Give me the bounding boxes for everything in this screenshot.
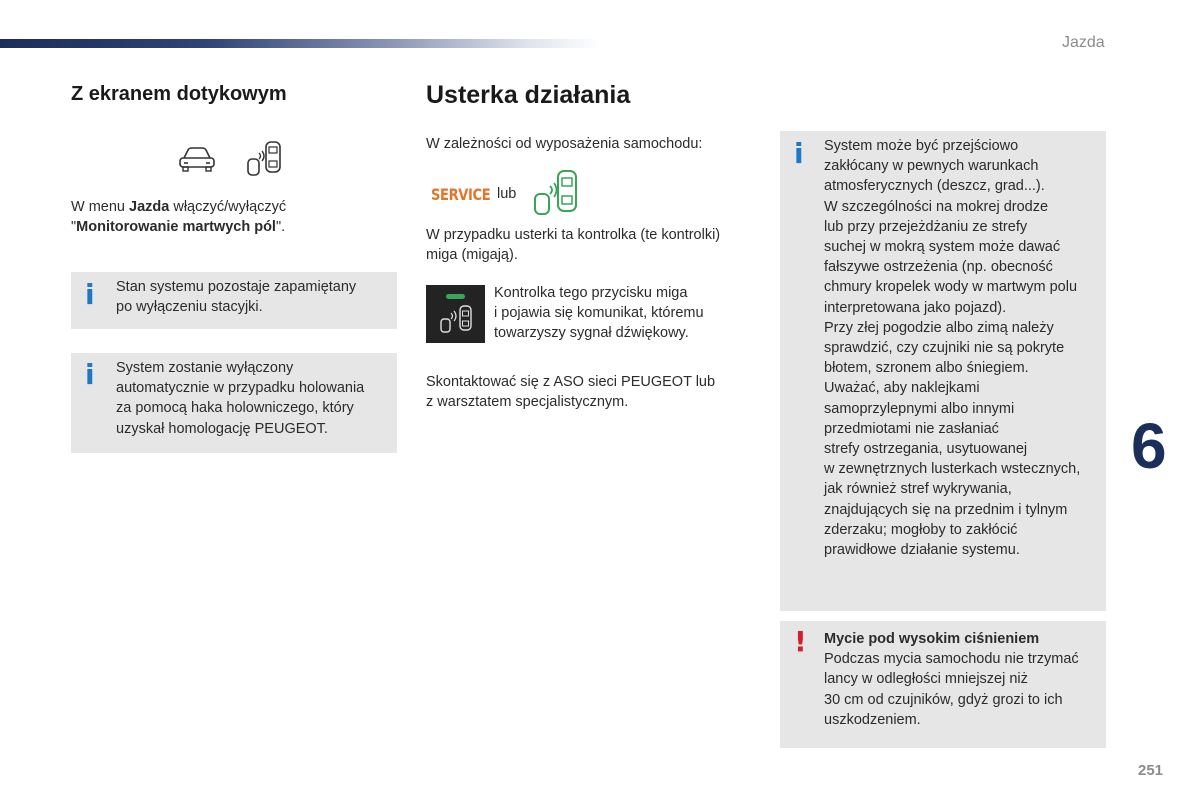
info-line: fałszywe ostrzeżenia (np. obecność <box>824 259 1053 276</box>
warning-icon: ! <box>794 625 807 658</box>
info-line: jak również stref wykrywania, <box>824 481 1012 498</box>
info-box-towing <box>71 353 397 453</box>
info-line: uzyskał homologację PEUGEOT. <box>116 420 328 437</box>
fault-text: W przypadku usterki ta kontrolka (te kontrolki) miga (migają). <box>426 227 721 264</box>
info-box-weather <box>780 131 1106 611</box>
blind-spot-lamp-icon <box>532 170 580 216</box>
info-line: błotem, szronem albo śniegiem. <box>824 360 1029 377</box>
info-line: w zewnętrznych lusterkach wstecznych, <box>824 461 1081 478</box>
info-line: System może być przejściowo <box>824 138 1019 154</box>
warning-box <box>780 621 1106 748</box>
button-text: Kontrolka tego przycisku miga i pojawia się komunikat, któremu towarzyszy sygnał dźwiękowy. <box>494 285 704 342</box>
info-line: suchej w mokrą system może dawać <box>824 239 1061 256</box>
info-line: zakłócany w pewnych warunkach <box>824 158 1039 175</box>
info-line: za pomocą haka holowniczego, który <box>116 400 354 417</box>
warning-title: Mycie pod wysokim ciśnieniem <box>824 631 1040 647</box>
car-front-icon <box>178 147 216 173</box>
header-color-bar <box>0 39 600 48</box>
info-line: interpretowana jako pojazd). <box>824 299 1007 316</box>
info-line: Uważać, aby naklejkami <box>824 380 980 397</box>
info-icon: i <box>794 137 804 170</box>
info-line: po wyłączeniu stacyjki. <box>116 299 263 316</box>
blind-spot-button-icon <box>426 285 485 343</box>
info-icon: i <box>85 278 95 311</box>
menu-instruction: W menu Jazda włączyć/wyłączyć "Monitorowanie martwych pól". <box>71 199 287 236</box>
left-heading: Z ekranem dotykowym <box>71 83 287 105</box>
info-line: sprawdzić, czy czujniki nie są pokryte <box>824 340 1065 357</box>
info-line: strefy ostrzegania, usytuowanej <box>824 441 1028 458</box>
info-line: automatycznie w przypadku holowania <box>116 380 365 397</box>
info-line: przedmiotami nie zasłaniać <box>824 420 999 437</box>
service-warning-icon: SERVICE <box>431 185 491 204</box>
info-line: samoprzylepnymi albo innymi <box>824 400 1015 417</box>
warning-line: lancy w odległości mniejszej niż <box>824 671 1028 688</box>
warning-line: uszkodzeniem. <box>824 711 921 728</box>
info-line: Przy złej pogodzie albo zimą należy <box>824 319 1054 336</box>
info-box-memory <box>71 272 397 329</box>
info-line: lub przy przejeżdżaniu ze strefy <box>824 218 1028 235</box>
info-line: znajdujących się na przednim i tylnym <box>824 501 1068 518</box>
contact-text: Skontaktować się z ASO sieci PEUGEOT lub z warsztatem specjalistycznym. <box>426 374 716 411</box>
warning-line: Podczas mycia samochodu nie trzymać <box>824 651 1079 668</box>
warning-line: 30 cm od czujników, gdyż grozi to ich <box>824 691 1063 708</box>
equipment-intro: W zależności od wyposażenia samochodu: <box>426 136 703 152</box>
chapter-number: 6 <box>1131 410 1167 482</box>
section-title: Jazda <box>1062 34 1105 51</box>
info-line: atmosferycznych (deszcz, grad...). <box>824 178 1045 195</box>
or-text: lub <box>497 186 517 202</box>
info-line: zderzaku; mogłoby to zakłócić <box>824 521 1018 538</box>
middle-heading: Usterka działania <box>426 81 631 109</box>
info-line: Stan systemu pozostaje zapamiętany <box>116 279 357 295</box>
blind-spot-icon <box>244 141 284 177</box>
info-line: W szczególności na mokrej drodze <box>824 198 1049 215</box>
page-number: 251 <box>1138 762 1164 779</box>
info-line: chmury kropelek wody w martwym polu <box>824 279 1078 296</box>
info-icon: i <box>85 358 95 391</box>
info-line: prawidłowe działanie systemu. <box>824 542 1020 559</box>
info-line: System zostanie wyłączony <box>116 360 294 376</box>
